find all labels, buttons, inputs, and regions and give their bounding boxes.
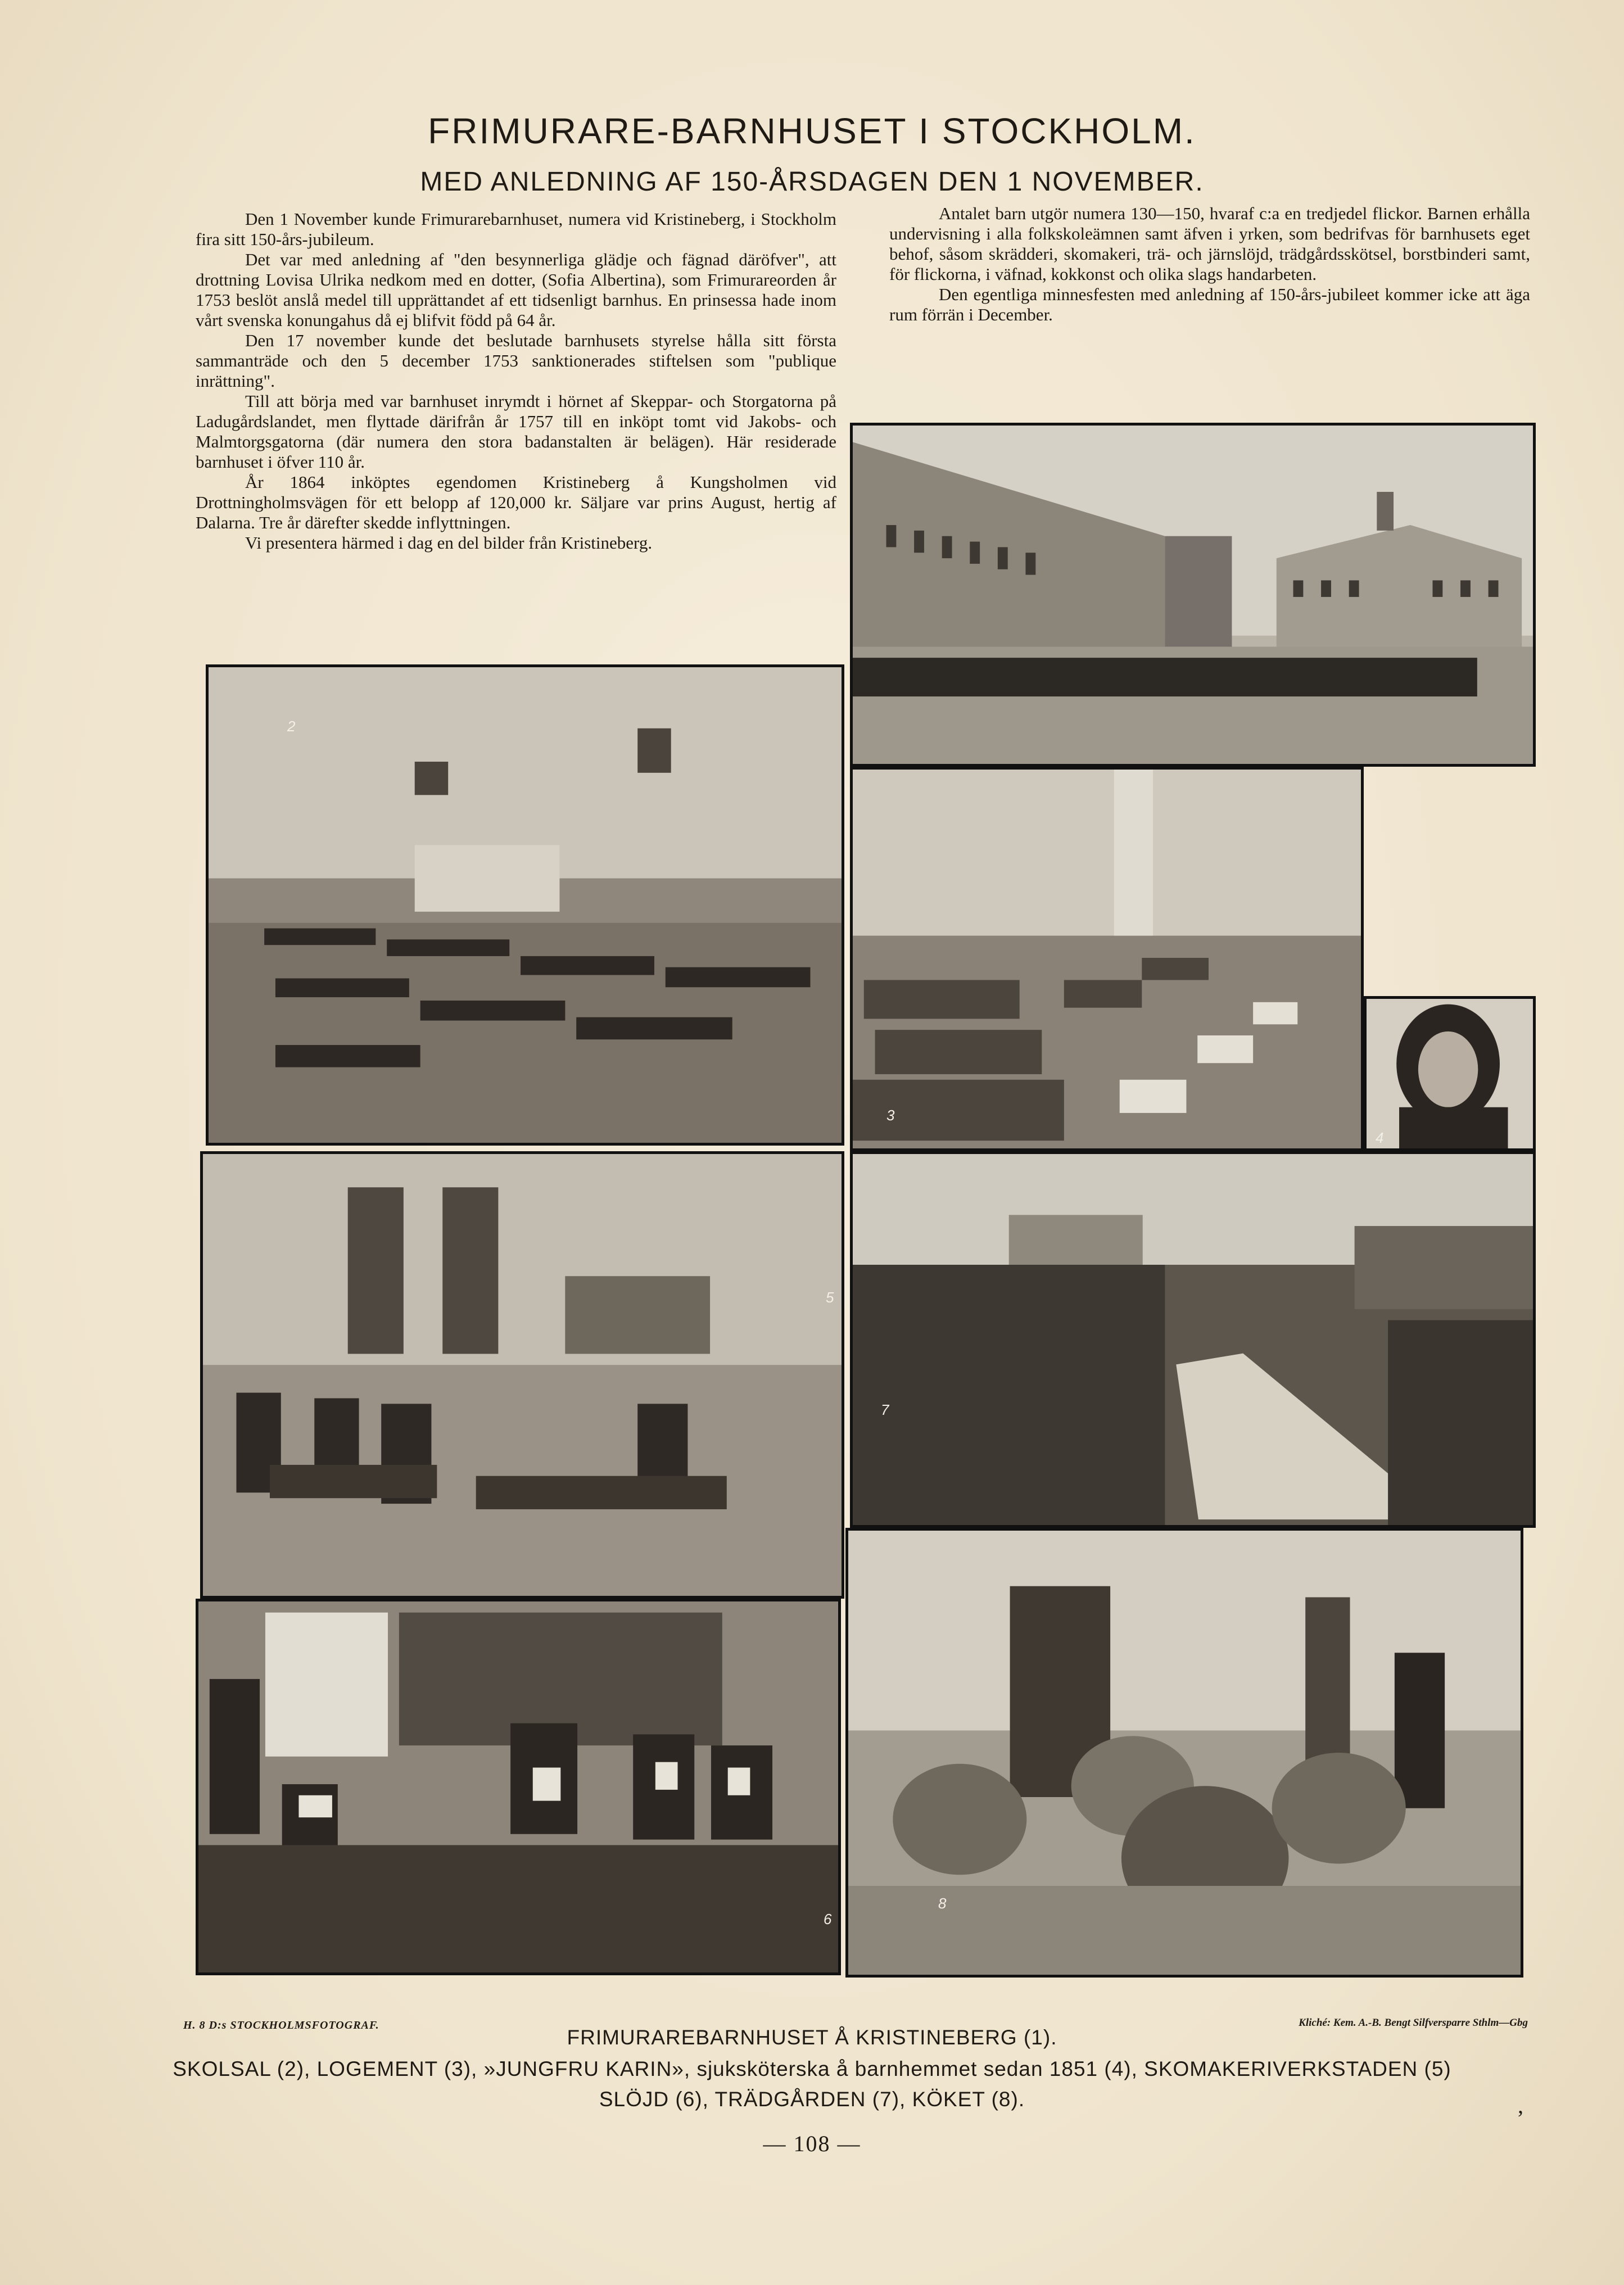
paragraph: Antalet barn utgör numera 130—150, hvaraf c:a en tredjedel flickor. Barnen erhålla undervisning i alla folkskoleämnen samt äfven i yrken, som bedrifvas för barnhusets eget behof, såsom skrädderi, skomakeri, trä- och järnslöjd, trädgårdsskötsel, borstbinderi samt, för flickorna, i väfnad, kokkonst och olika slags handarbeten. bbox=[889, 203, 1530, 284]
photo-kitchen bbox=[845, 1528, 1523, 1978]
caption-line-1: FRIMURAREBARNHUSET Å KRISTINEBERG (1). bbox=[567, 2026, 1057, 2049]
woodwork-illustration bbox=[198, 1601, 838, 1972]
photo-number: 8 bbox=[938, 1895, 947, 1912]
paragraph: Vi presentera härmed i dag en del bilder från Kristineberg. bbox=[245, 533, 653, 553]
photo-number: 7 bbox=[881, 1401, 889, 1418]
building-illustration bbox=[853, 426, 1533, 764]
photo-number: 5 bbox=[826, 1289, 834, 1306]
page-title: FRIMURARE-BARNHUSET I STOCKHOLM. bbox=[428, 111, 1196, 151]
photo-garden bbox=[850, 1151, 1536, 1528]
classroom-illustration bbox=[209, 667, 842, 1143]
photo-number: 2 bbox=[287, 718, 296, 735]
photo-number: 3 bbox=[886, 1107, 895, 1124]
article-column-left bbox=[196, 209, 836, 553]
paragraph: Det var med anledning af "den besynnerliga glädje och fägnad däröfver", att drottning Lovisa Ulrika nedkom med en dotter, (Sofia Albertina), som Frimurareorden år 1753 beslöt anslå medel till upprättandet af ett tidsenligt barnhus. En prinsessa hade inom vårt svenska konungahus då ej blifvit född på 64 år. bbox=[196, 250, 836, 330]
photo-woodwork bbox=[196, 1599, 841, 1975]
caption-line-3: SLÖJD (6), TRÄDGÅRDEN (7), KÖKET (8). bbox=[599, 2088, 1025, 2111]
page-number: — 108 — bbox=[763, 2131, 861, 2156]
photo-portrait-nurse bbox=[1364, 996, 1536, 1151]
paragraph: Den 1 November kunde Frimurarebarnhuset, numera vid Kristineberg, i Stockholm fira sitt 150-års-jubileum. bbox=[196, 209, 836, 249]
article-column-right bbox=[889, 203, 1530, 325]
garden-illustration bbox=[853, 1154, 1533, 1525]
kitchen-illustration bbox=[848, 1531, 1521, 1975]
photo-credit: H. 8 D:s STOCKHOLMSFOTOGRAF. bbox=[183, 2019, 379, 2031]
paragraph: Den egentliga minnesfesten med anledning af 150-års-jubileet kommer icke att äga rum förrän i December. bbox=[889, 284, 1530, 324]
paragraph: Den 17 november kunde det beslutade barnhusets styrelse hålla sitt första sammanträde och den 5 december 1753 sanktionerades stiftelsen som "publique inrättning". bbox=[196, 331, 836, 391]
trailing-comma: , bbox=[1518, 2093, 1523, 2118]
photo-classroom bbox=[206, 664, 844, 1146]
page-subtitle: MED ANLEDNING AF 150-ÅRSDAGEN DEN 1 NOVEMBER. bbox=[420, 167, 1204, 197]
photo-dormitory bbox=[850, 767, 1364, 1151]
cliche-credit: Kliché: Kem. A.-B. Bengt Silfversparre Sthlm—Gbg bbox=[1299, 2017, 1528, 2029]
portrait-illustration bbox=[1367, 999, 1533, 1148]
photo-number: 6 bbox=[824, 1911, 832, 1927]
dormitory-illustration bbox=[853, 770, 1361, 1148]
caption-line-2: SKOLSAL (2), LOGEMENT (3), »JUNGFRU KARIN», sjuksköterska å barnhemmet sedan 1851 (4), SKOMAKERIVERKSTADEN (5) bbox=[173, 2057, 1451, 2080]
paragraph: År 1864 inköptes egendomen Kristineberg å Kungsholmen vid Drottningholmsvägen för ett belopp af 120,000 kr. Säljare var prins August, hertig af Dalarna. Tre år därefter skedde inflyttningen. bbox=[196, 472, 836, 532]
paragraph: Till att börja med var barnhuset inrymdt i hörnet af Skeppar- och Storgatorna på Ladugårdslandet, men flyttade därifrån år 1757 till en inköpt tomt vid Jakobs- och Malmtorgsgatorna (där numera den stora badanstalten är belägen). Här residerade barnhuset i öfver 110 år. bbox=[196, 391, 836, 472]
photo-building-exterior bbox=[850, 423, 1536, 767]
photo-number: 4 bbox=[1376, 1129, 1384, 1146]
photo-shoemaker-workshop bbox=[200, 1151, 844, 1599]
workshop-illustration bbox=[203, 1154, 842, 1596]
